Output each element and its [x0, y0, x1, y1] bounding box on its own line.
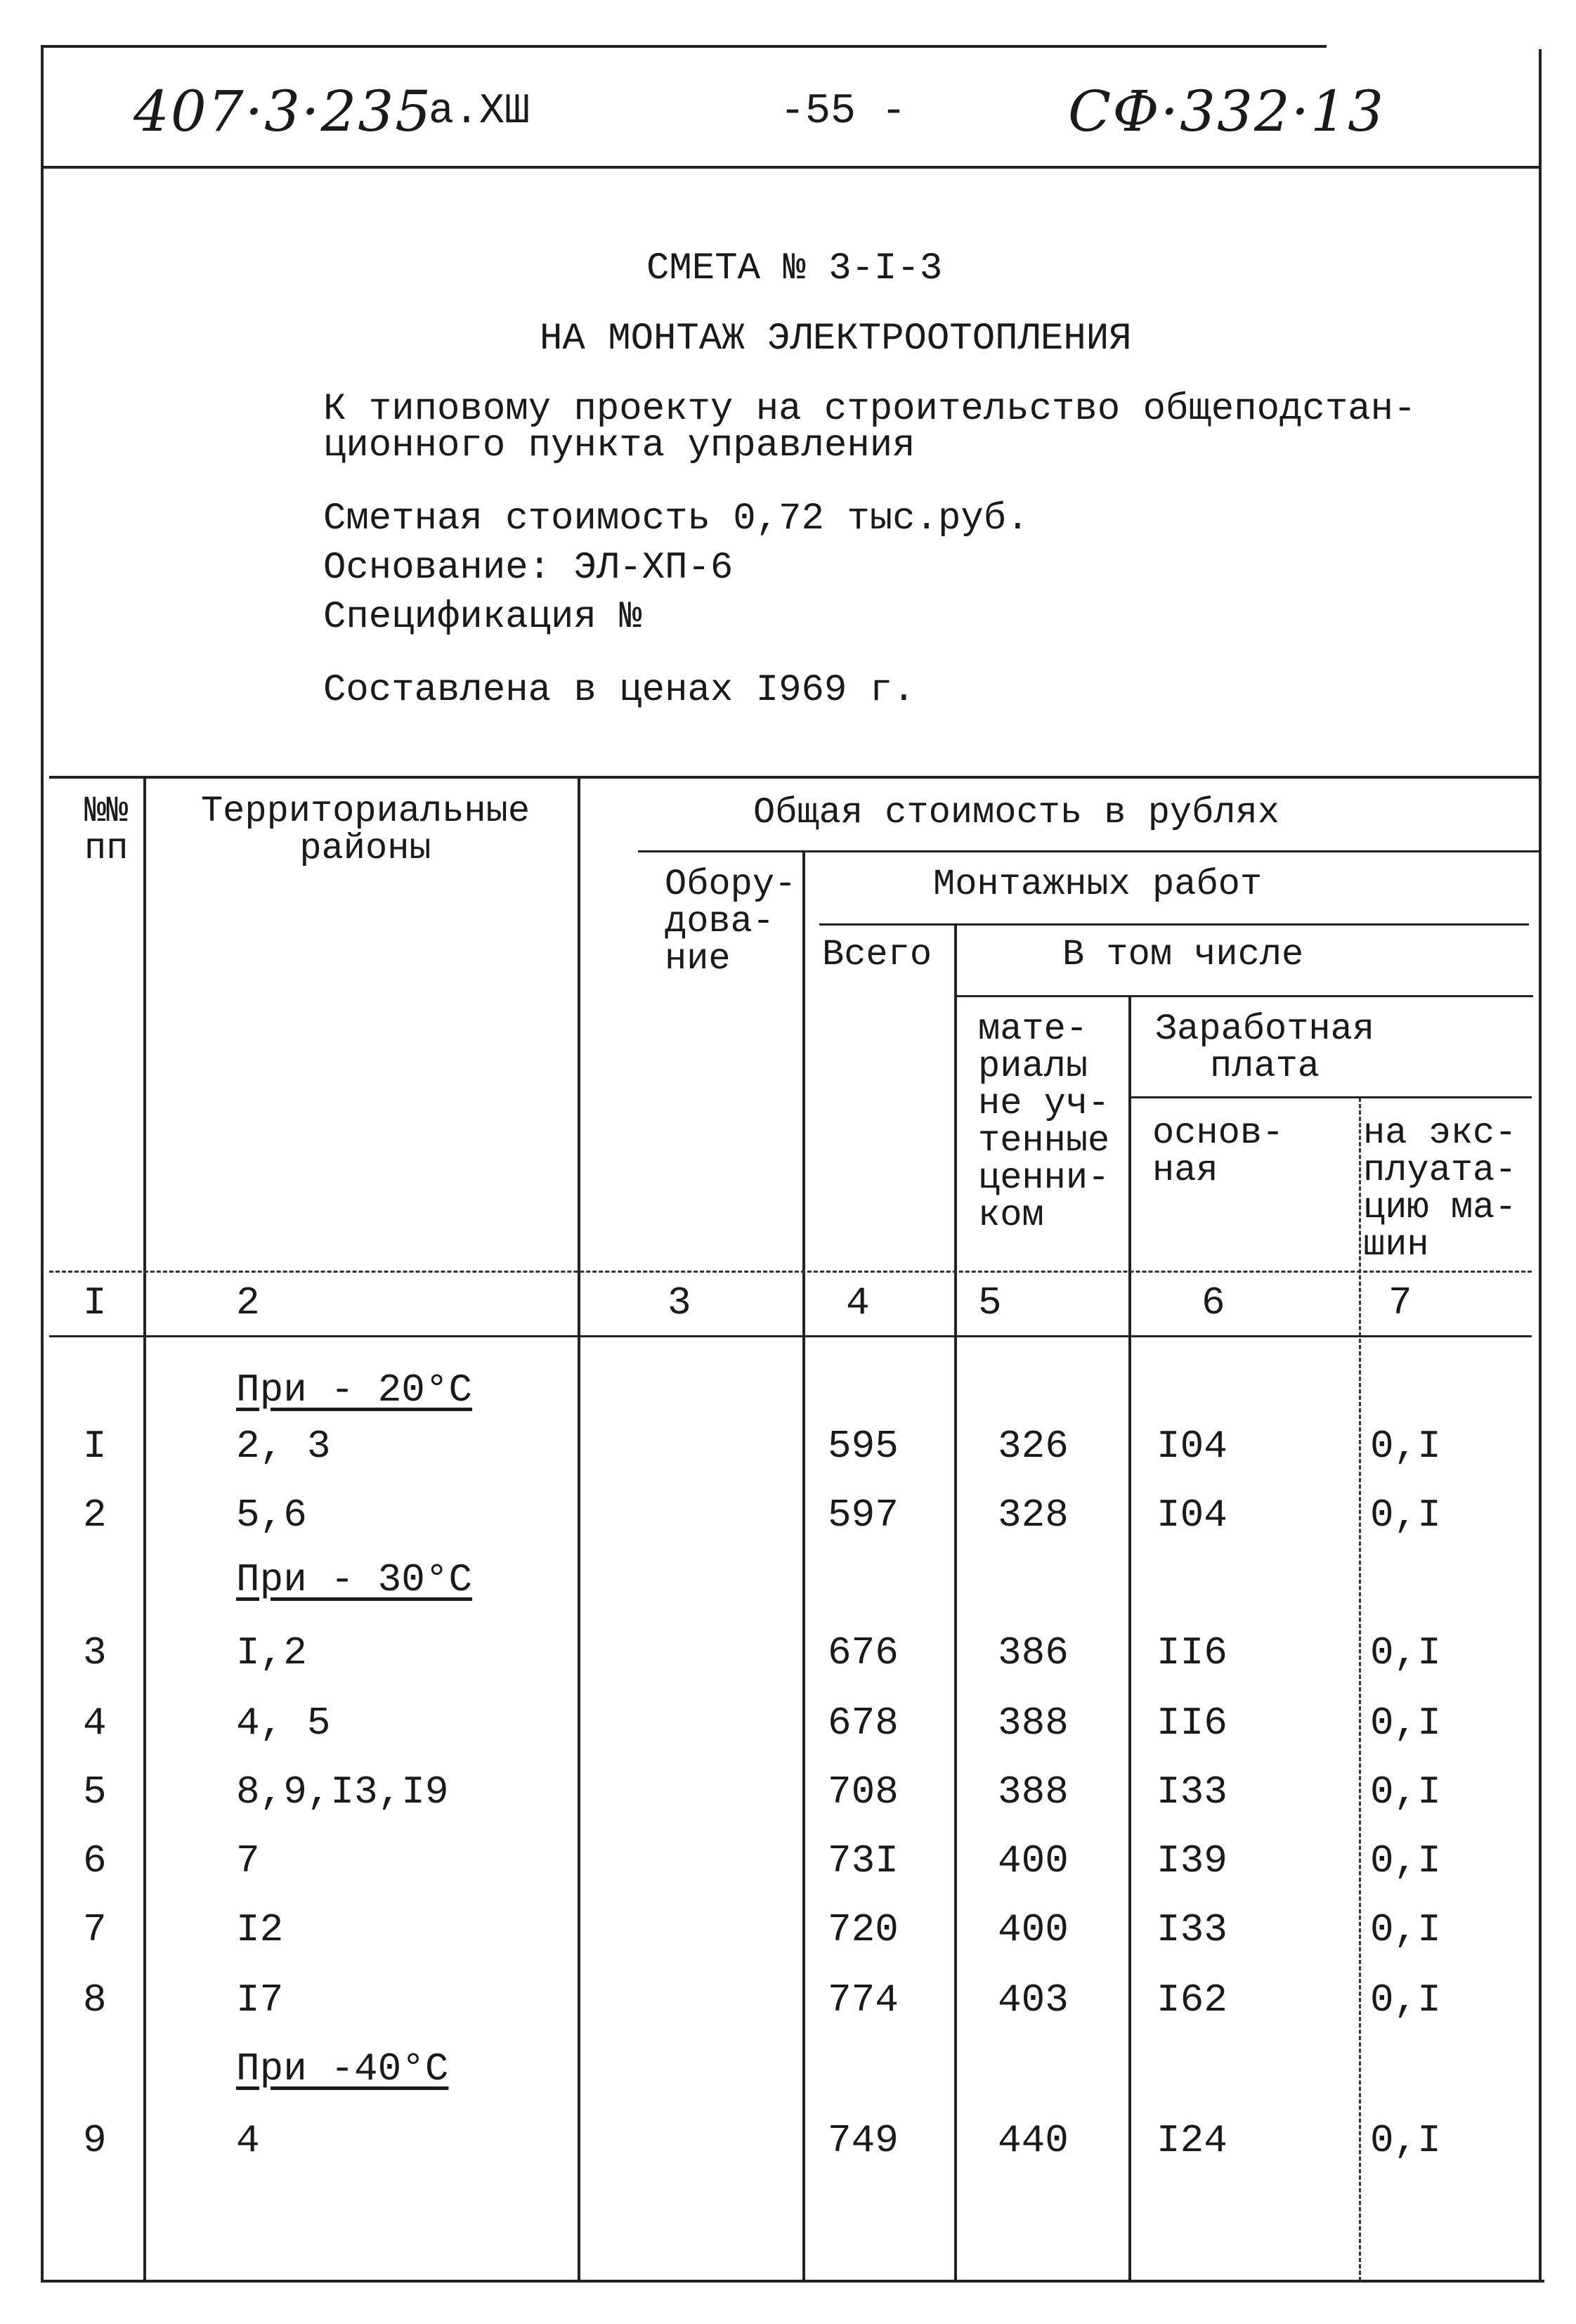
header-rule-incl	[957, 995, 1533, 997]
header-rule-wage	[1131, 1096, 1532, 1098]
column-number: 2	[236, 1280, 260, 1325]
column-number-rule	[49, 1335, 1532, 1337]
col-num-header: №№ пп	[84, 791, 129, 869]
including-header: В том числе	[1062, 934, 1304, 975]
col-divider-3	[802, 852, 805, 2281]
column-number: 5	[978, 1280, 1002, 1325]
section-label-minus30: При - 30°С	[236, 1557, 473, 1602]
intro-line-1: К типовому проекту на строительство общеподстан-	[323, 388, 1417, 431]
col-materials-header: мате- риалы не уч- тенные ценни- ком	[978, 1008, 1110, 1236]
spec-line: Спецификация №	[323, 596, 642, 639]
install-works-header: Монтажных работ	[933, 864, 1263, 905]
estimate-title: СМЕТА № 3-I-3	[646, 247, 943, 290]
col-wage-base-header: основ- ная	[1152, 1112, 1284, 1191]
project-code: 407·3·235	[133, 79, 433, 144]
table-top-rule	[49, 776, 1542, 779]
frame-left	[41, 45, 44, 2283]
col-divider-5	[1128, 997, 1131, 2281]
page-number: -55 -	[780, 88, 907, 136]
wage-header: Заработная плата	[1154, 1008, 1375, 1087]
column-number: I	[83, 1280, 107, 1325]
frame-right	[1539, 49, 1542, 2283]
header-rule-total	[638, 850, 1542, 852]
col-equipment-header: Обору- дова- ние	[665, 864, 797, 980]
total-cost-header: Общая стоимость в рублях	[753, 792, 1279, 833]
col-district-header: Территориальные районы	[200, 791, 530, 869]
header-divider	[41, 166, 1542, 169]
frame-top	[41, 45, 1327, 48]
basis-line: Основание: ЭЛ-ХП-6	[323, 547, 734, 590]
col-machines-header: на экс- плуата- цию ма- шин	[1363, 1112, 1517, 1266]
intro-line-2: ционного пункта управления	[323, 424, 916, 467]
album-number: а.XШ	[429, 88, 530, 136]
prices-line: Составлена в ценах I969 г.	[323, 669, 916, 712]
section-label-minus20: При - 20°С	[236, 1368, 473, 1413]
estimate-subtitle: НА МОНТАЖ ЭЛЕКТРООТОПЛЕНИЯ	[540, 318, 1132, 361]
column-number: 4	[846, 1280, 870, 1325]
column-number: 6	[1201, 1280, 1225, 1325]
header-bottom-rule	[49, 1271, 1532, 1275]
col-total-header: Всего	[822, 934, 932, 975]
col-divider-6	[1359, 1098, 1361, 2281]
column-number: 3	[667, 1280, 691, 1325]
section-label-minus40: При -40°С	[236, 2046, 449, 2091]
header-rule-install	[819, 923, 1529, 926]
col-divider-4	[954, 925, 957, 2281]
sheet-code: СФ·332·13	[1068, 79, 1385, 144]
column-number: 7	[1388, 1280, 1412, 1325]
col-divider-1	[143, 777, 146, 2281]
frame-bottom	[41, 2280, 1544, 2283]
cost-line: Сметная стоимость 0,72 тыс.руб.	[323, 498, 1029, 540]
col-divider-2	[578, 777, 580, 2281]
